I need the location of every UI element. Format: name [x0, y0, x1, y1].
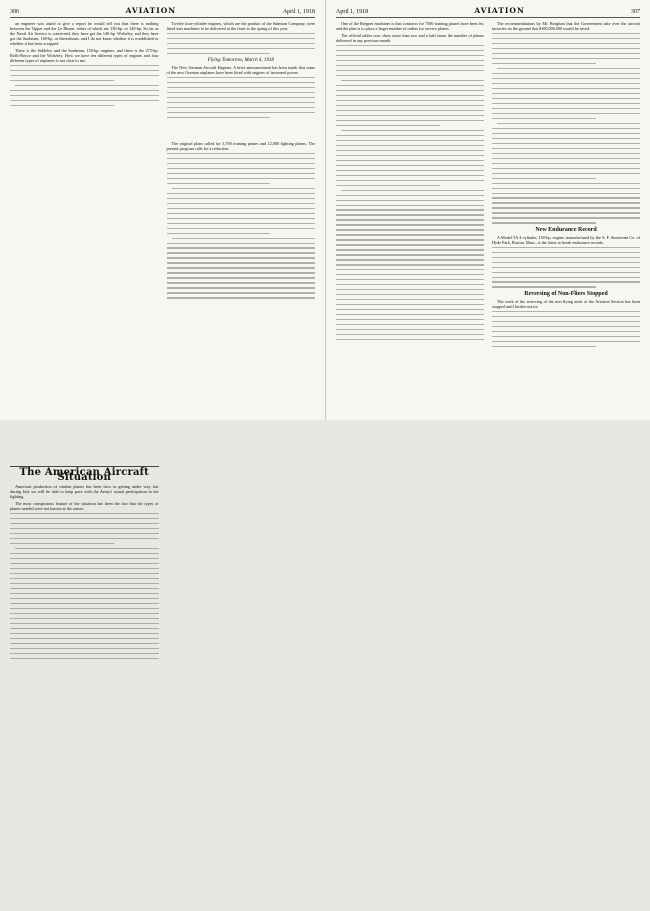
article-para3: The original plans called for 3,700 training planes and 12,000 fighting planes. The present program calls for a reduction. [166, 140, 315, 151]
right-col1-para1: One of the Bregnet machines is that contracts for 7500 training planes have been let, and the plan is to place a larger number of orders for service planes. [336, 21, 484, 31]
left-page-number: 306 [10, 9, 19, 15]
article-para2: The most conspicuous feature of the situation has been the fact that the types of planes needed were not known at the outset. [10, 501, 159, 511]
left-running-head [10, 6, 315, 18]
left-col2-lines-a [167, 33, 316, 54]
right-col2-para2: A Model 5A 4-cylinder, 150-hp. engine, manufactured by the S. F. Sturtevant Co. of Hyde Park, Boston, Mass., is the latest to break endurance records. [492, 234, 640, 245]
left-col2-subhead: Flying Tomorrow, March 4, 1918 [207, 57, 274, 63]
article-col2-lines [167, 153, 316, 551]
left-col1-para2: There is the Siddeley and the Sunbeam, 150-hp. engines; and there is the 275-hp. Rolls-Royce and the Wolseley. How we have ten different types of engines and four different types of airplanes is not clear to me. [10, 48, 159, 63]
article-title: The American Aircraft Situation [19, 467, 149, 483]
right-col2-para1: The recommendations by Mr. Borglum that the Government take over the aircraft factories on the ground that $100,000,000 would be saved. [492, 21, 640, 31]
left-col2-lines-b [167, 77, 316, 118]
left-col1-intro: an engineer was asked to give a report he would tell you that there is nothing between the Tipper and the Le Rhone, either of which are 130-hp. or 140-hp. So far as the Naval Air Service is concerned, they have got the 140-hp. Wolseley, and they have got the Sunbeam, 160-hp. or thereabouts, and I do not know whether it is established or whether it has been scrapped. [10, 21, 159, 46]
right-page [325, 0, 650, 420]
left-col1-body-lines [10, 65, 159, 463]
left-masthead: AVIATION [125, 6, 177, 15]
left-date: April 1, 1918 [282, 9, 315, 15]
left-col2-para1: Twelve four-cylinder engines, which are the product of the Salmson Company, were fitted into machines to be delivered to the front in the spring of this year. [166, 21, 315, 31]
right-col1-para2: The official tables now show more than two and a half times the number of planes delivered in any previous month. [336, 33, 484, 43]
right-col2-heading-nonfliers: Reversing of Non-Fliers Stopped [524, 290, 608, 297]
left-page [0, 0, 325, 511]
article-para1: American production of combat planes has been slow in getting under way, but during July we will be able to keep pace with the Army's actual participation in the fighting. [10, 484, 159, 499]
right-col1-lines [336, 45, 484, 443]
right-col2-heading-endurance: New Endurance Record [535, 226, 597, 233]
right-page-number: 307 [630, 9, 640, 15]
left-col2-para2: The New German Aircraft Engines. A brief announcement has been made that some of the new German airplanes have been fitted with engines of increased power. [166, 64, 315, 75]
right-col2-lines-a [492, 33, 640, 224]
right-col2-lines-c [492, 311, 640, 347]
left-column-1 [10, 21, 159, 511]
right-date: April 1, 1918 [336, 9, 369, 15]
right-masthead: AVIATION [474, 6, 525, 15]
right-column-2 [492, 21, 640, 419]
right-col2-lines-b [492, 247, 640, 288]
article-col1-lines [10, 513, 159, 911]
left-column-2 [167, 21, 316, 419]
right-col2-para3: The work of the reserving of the non-flying units of the Aviation Section has been stopped until further notice. [492, 298, 640, 309]
right-column-1 [336, 21, 484, 419]
right-running-head [336, 6, 640, 18]
